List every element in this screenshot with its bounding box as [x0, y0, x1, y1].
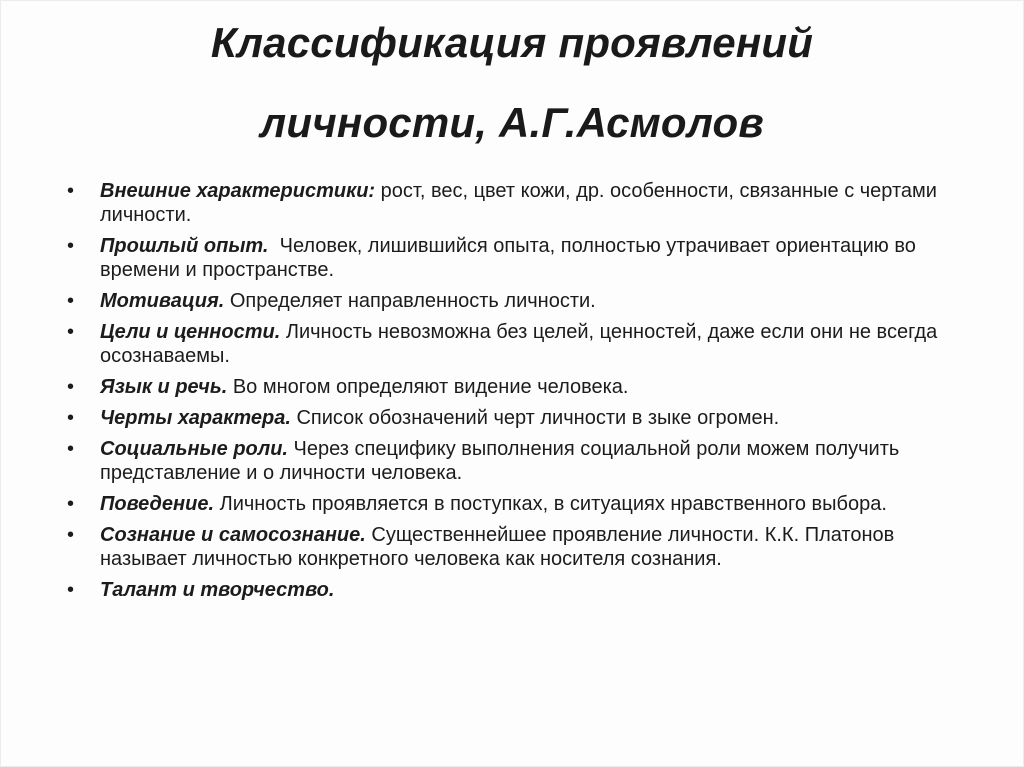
bullet-dot-icon: • [67, 180, 75, 202]
bullet-dot-icon: • [67, 438, 75, 460]
bullet-text: Определяет направленность личности. [224, 290, 596, 312]
bullet-item-consciousness [67, 523, 967, 571]
slide-title [61, 3, 963, 163]
bullet-item-motivation [67, 289, 967, 313]
bullet-item-social-roles [67, 437, 967, 485]
bullet-term: Черты характера. [100, 407, 291, 429]
bullet-item-past-experience [67, 234, 967, 282]
title-line-2: личности, А.Г.Асмолов [260, 99, 764, 146]
bullet-term: Поведение. [100, 493, 215, 515]
bullet-term: Социальные роли. [100, 438, 288, 460]
bullet-dot-icon: • [67, 290, 75, 312]
bullet-text: Личность невозможна без целей, ценностей, даже если они не всегда осознаваемы. [100, 321, 938, 367]
bullet-text: рост, вес, цвет кожи, др. особенности, связанные с чертами личности. [100, 180, 937, 226]
bullet-item-goals-values [67, 320, 967, 368]
bullet-term: Цели и ценности. [100, 321, 281, 343]
bullet-text: Через специфику выполнения социальной роли можем получить представление и о личности человека. [100, 438, 900, 484]
bullet-dot-icon: • [67, 493, 75, 515]
bullet-dot-icon: • [67, 235, 75, 257]
bullet-item-talent-creativity [67, 578, 967, 602]
bullet-text: Список обозначений черт личности в зыке огромен. [290, 407, 780, 429]
bullet-item-language-speech [67, 375, 967, 399]
bullet-term: Талант и творчество. [100, 579, 335, 601]
bullet-item-external-characteristics [67, 179, 967, 227]
bullet-dot-icon: • [67, 376, 75, 398]
bullet-text: Личность проявляется в поступках, в ситуациях нравственного выбора. [214, 493, 887, 515]
bullet-item-behavior [67, 492, 967, 516]
bullet-term: Язык и речь. [100, 376, 228, 398]
bullet-text: Человек, лишившийся опыта, полностью утрачивает ориентацию во времени и пространстве. [100, 235, 922, 281]
bullet-item-character-traits [67, 406, 967, 430]
bullet-dot-icon: • [67, 407, 75, 429]
bullet-term: Сознание и самосознание. [100, 524, 366, 546]
bullet-term: Внешние характеристики: [100, 180, 376, 202]
bullet-text: Во многом определяют видение человека. [227, 376, 629, 398]
title-line-1: Классификация проявлений [210, 19, 814, 66]
bullet-dot-icon: • [67, 321, 75, 343]
bullet-text: Существеннейшее проявление личности. К.К. Платонов называет личностью конкретного человека как носителя сознания. [100, 524, 895, 570]
bullet-dot-icon: • [67, 524, 75, 546]
bullet-list [67, 179, 967, 609]
bullet-term: Прошлый опыт. [100, 235, 269, 257]
bullet-term: Мотивация. [100, 290, 225, 312]
bullet-dot-icon: • [67, 579, 75, 601]
